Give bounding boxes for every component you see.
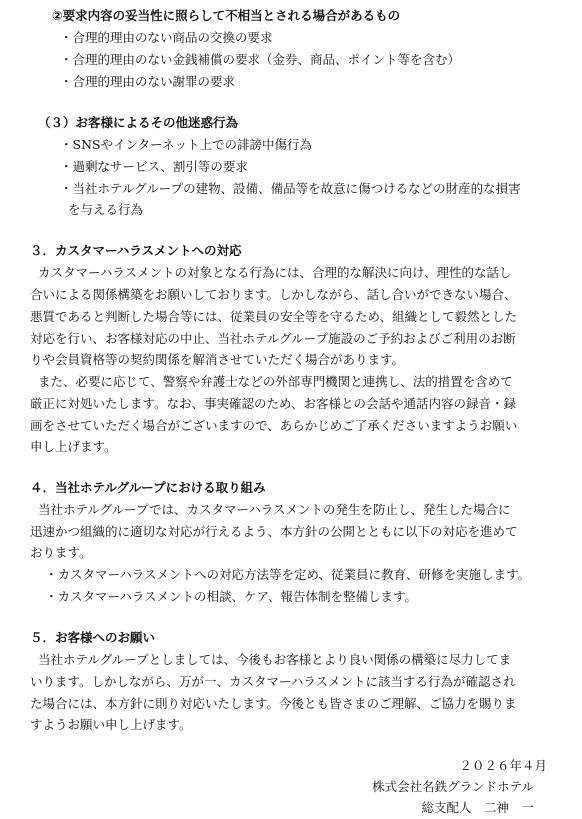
section-heading: ５．お客様へのお願い	[30, 630, 156, 645]
signature-person: 総支配人 二神 一	[421, 800, 534, 815]
paragraph-line: 当社ホテルグループとしましては、今後もお客様とより良い関係の構築に尽力してま	[38, 652, 512, 667]
signature-date: ２０２６年４月	[459, 758, 547, 773]
list-item: ・カスタマーハラスメントへの対応方法等を定め、従業員に教育、研修を実施します。	[45, 567, 531, 582]
list-item: ・過剰なサービス、割引等の要求	[60, 159, 248, 174]
subsection-heading: （３）お客様によるその他迷惑行為	[38, 115, 239, 130]
paragraph-line: 合いによる関係構築をお願いしております。しかしながら、話し合いができない場合、	[30, 287, 517, 302]
paragraph-line: 対応を行い、お客様対応の中止、当社ホテルグループ施設のご予約およびご利用のお断	[30, 331, 516, 346]
list-item-continuation: を与える行為	[68, 202, 144, 217]
section-heading: ４．当社ホテルグループにおける取り組み	[30, 480, 266, 495]
list-item: ・当社ホテルグループの建物、設備、備品等を故意に傷つけるなどの財産的な損害	[60, 181, 521, 196]
paragraph-line: 当社ホテルグループでは、カスタマーハラスメントの発生を防止し、発生した場合に	[38, 502, 511, 517]
signature-company: 株式会社名鉄グランドホテル	[372, 779, 534, 794]
paragraph-line: 厳正に対処いたします。なお、事実確認のため、お客様との会話や通話内容の録音・録	[30, 396, 517, 411]
section-heading: ３．カスタマーハラスメントへの対応	[30, 243, 242, 258]
paragraph-line: おります。	[30, 545, 92, 560]
paragraph-line: 悪質であると判断した場合等には、従業員の安全等を守るため、組織として毅然とした	[30, 309, 518, 324]
paragraph-line: た場合には、本方針に則り対応いたします。今後とも皆さまのご理解、ご協力を賜りま	[30, 696, 517, 711]
paragraph-line: いります。しかしながら、万が一、カスタマーハラスメントに該当する行為が確認され	[30, 674, 516, 689]
paragraph-line: 画をさせていただく場合がございますので、あらかじめご了承くださいますようお願い	[30, 418, 518, 433]
paragraph-line: 申し上げます。	[30, 439, 117, 454]
paragraph-line: カスタマーハラスメントの対象となる行為には、合理的な解決に向け、理性的な話し	[38, 265, 512, 280]
list-item: ・カスタマーハラスメントの相談、ケア、報告体制を整備します。	[45, 589, 418, 604]
list-item: ・合理的理由のない商品の交換の要求	[60, 30, 273, 45]
subsection-heading: ②要求内容の妥当性に照らして不相当とされる場合があるもの	[52, 8, 401, 23]
list-item: ・合理的理由のない金銭補償の要求（金券、商品、ポイント等を含む）	[60, 52, 461, 67]
list-item: ・SNSやインターネット上での誹謗中傷行為	[60, 137, 312, 152]
paragraph-line: また、必要に応じて、警察や弁護士などの外部専門機関と連携し、法的措置を含めて	[38, 374, 513, 389]
list-item: ・合理的理由のない謝罪の要求	[60, 74, 236, 89]
paragraph-line: 迅速かつ組織的に適切な対応が行えるよう、本方針の公開とともに以下の対応を進めて	[30, 524, 518, 539]
paragraph-line: すようお願い申し上げます。	[30, 717, 192, 732]
paragraph-line: りや会員資格等の契約関係を解消させていただく場合があります。	[30, 352, 405, 367]
